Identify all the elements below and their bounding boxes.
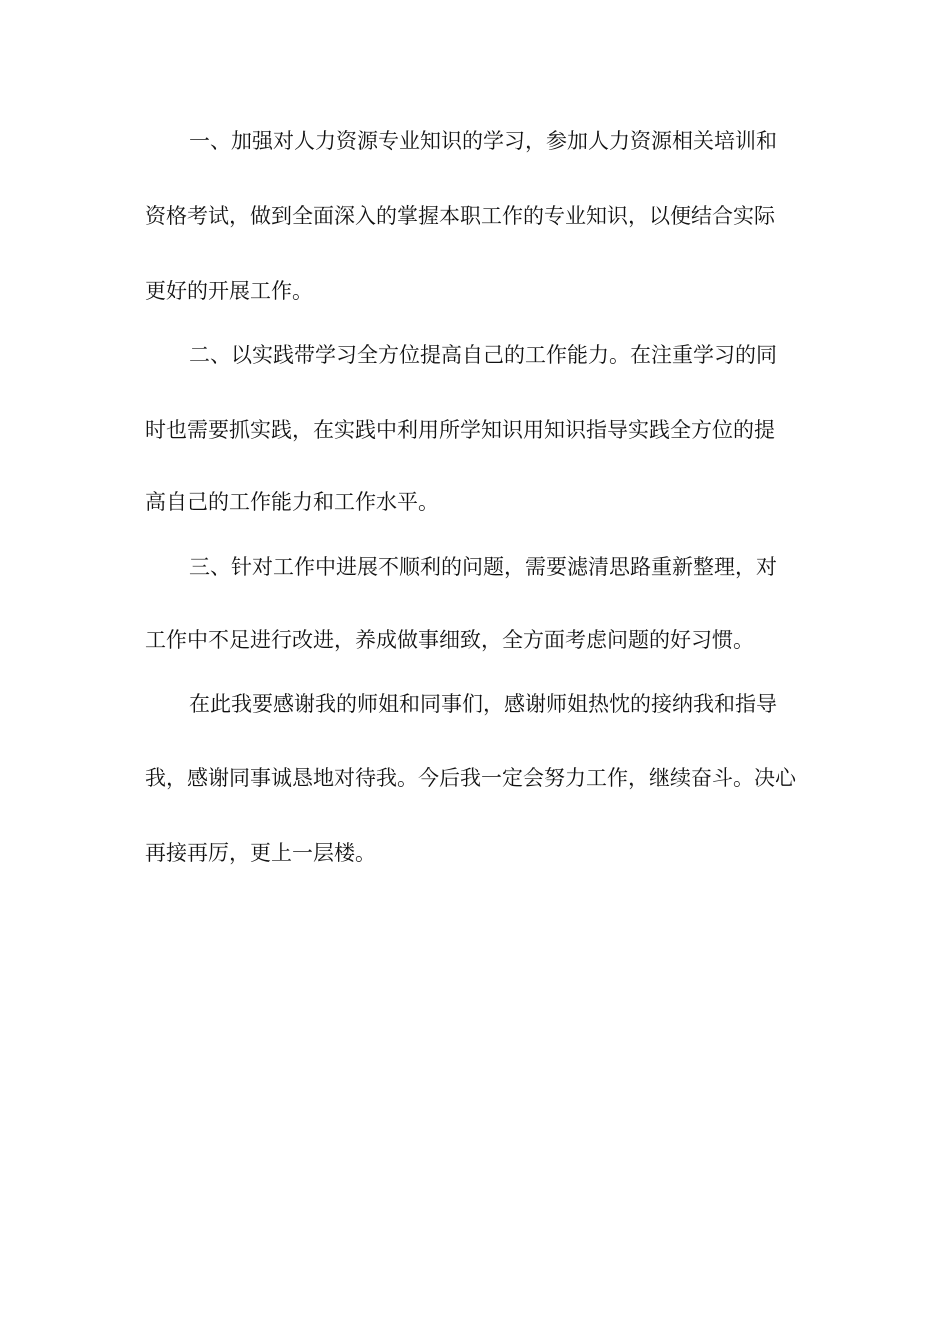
paragraph-2-line-2: 时也需要抓实践，在实践中利用所学知识用知识指导实践全方位的提 xyxy=(145,418,775,442)
paragraph-4-line-2: 我，感谢同事诚恳地对待我。今后我一定会努力工作，继续奋斗。决心 xyxy=(145,766,796,790)
paragraph-1-line-2: 资格考试，做到全面深入的掌握本职工作的专业知识，以便结合实际 xyxy=(145,204,775,228)
paragraph-2-line-3: 高自己的工作能力和工作水平。 xyxy=(145,490,439,514)
paragraph-3-line-1: 三、针对工作中进展不顺利的问题，需要滤清思路重新整理，对 xyxy=(189,555,777,579)
paragraph-1-line-1: 一、加强对人力资源专业知识的学习，参加人力资源相关培训和 xyxy=(189,129,777,153)
paragraph-4-line-3: 再接再厉，更上一层楼。 xyxy=(145,841,376,865)
paragraph-4-line-1: 在此我要感谢我的师姐和同事们，感谢师姐热忱的接纳我和指导 xyxy=(189,692,777,716)
paragraph-3-line-2: 工作中不足进行改进，养成做事细致，全方面考虑问题的好习惯。 xyxy=(145,628,754,652)
paragraph-2-line-1: 二、以实践带学习全方位提高自己的工作能力。在注重学习的同 xyxy=(189,343,777,367)
paragraph-1-line-3: 更好的开展工作。 xyxy=(145,279,313,303)
